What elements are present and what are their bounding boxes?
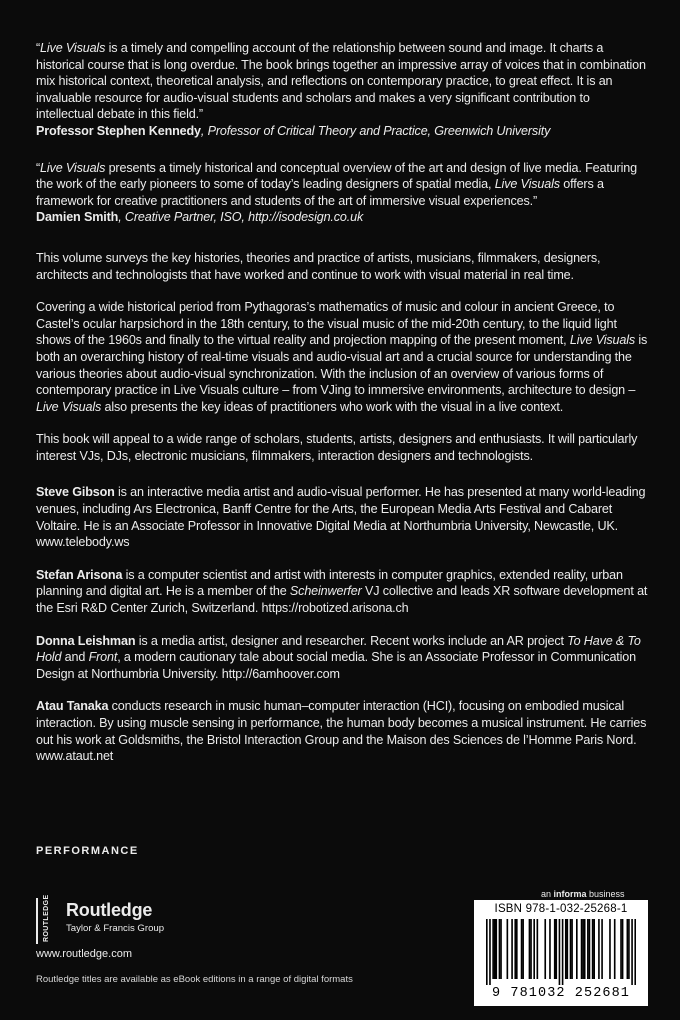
subject-category: PERFORMANCE [36,845,139,857]
barcode-guard-bar [562,919,564,985]
back-cover-text [36,40,648,765]
book-title: Live Visuals [40,160,106,175]
barcode-bar [582,919,584,979]
barcode-bar [587,919,589,979]
isbn-barcode [474,900,648,1006]
barcode-bar [614,919,616,979]
barcode-bar [567,919,569,979]
bio-donna-leishman: Donna Leishman is a media artist, designer and researcher. Recent works include an AR project To Have & To Hold and Front, a modern cautionary tale about social media. She is an Associate Professor in Communication Design at Northumbria University. http://6amhoover.com [36,633,641,681]
barcode-bar [565,919,567,979]
barcode-bar [522,919,524,979]
barcode-bar [495,919,497,979]
description-paragraph-3: This book will appeal to a wide range of scholars, students, artists, designers and enthusiasts. It will particularly interest VJs, DJs, electronic musicians, filmmakers, interaction designers and technologists. [36,432,638,463]
barcode-bar [530,919,532,979]
barcode-bar [628,919,630,979]
barcode-bar [549,919,551,979]
barcode-bar [576,919,578,979]
barcode-bar [598,919,600,979]
barcode-bar [494,919,496,979]
barcode-bar [521,919,523,979]
barcode-bar [499,919,501,979]
publisher-url[interactable]: www.routledge.com [36,948,132,960]
barcode-bar [571,919,573,979]
quote-2: “Live Visuals presents a timely historical and conceptual overview of the art and design of live media. Featuring the work of the early pioneers to some of today’s leading designers of spatial media, Live Visuals offers a framework for creative practitioners and students of the art of immersive visual experiences.” [36,160,637,208]
barcode-bar [601,919,603,979]
barcode-bar [555,919,557,979]
barcode-bar [584,919,586,979]
publisher-name: Routledge [66,900,153,920]
barcode-bar [554,919,556,979]
barcode-bars [486,919,636,985]
barcode-bar [589,919,591,979]
barcode-bar [592,919,594,979]
barcode-bar [622,919,624,979]
barcode-guard-bar [486,919,488,985]
isbn-label: ISBN 978-1-032-25268-1 [494,903,628,915]
bio-stefan-arisona: Stefan Arisona is a computer scientist and artist with interests in computer graphics, extended reality, urban planning and digital art. He is a member of the Scheinwerfer VJ collective and leads XR software development at the Esri R&D Center Zurich, Switzerland. https://robotized.arisona.ch [36,567,648,616]
ebook-note: Routledge titles are available as eBook editions in a range of digital formats [36,974,353,985]
bio-atau-tanaka: Atau Tanaka conducts research in music human–computer interaction (HCI), focusing on embodied musical interaction. By using muscle sensing in performance, the human body becomes a musical instrument. He carries out his work at Goldsmiths, the Bristol Interaction Group and the Maison des Sciences de l’Homme Paris Nord. www.ataut.net [36,699,647,764]
quote-1-attribution: Professor Stephen Kennedy, Professor of Critical Theory and Practice, Greenwich University [36,123,551,138]
barcode-bar [533,919,535,979]
bio-steve-gibson: Steve Gibson is an interactive media artist and audio-visual performer. He has presented at many world-leading venues, including Ars Electronica, Banff Centre for the Arts, the European Media Arts Festival and Cabaret Voltaire. He is an Associate Professor in Innovative Digital Media at Northumbria University, Newcastle, UK. www.telebody.ws [36,485,646,550]
isbn-digits: 9 781032 252681 [491,986,631,1001]
barcode-bar [537,919,539,979]
barcode-bar [581,919,583,979]
informa-business-tag: an informa business [541,889,625,899]
barcode-bar [492,919,494,979]
barcode-bar [500,919,502,979]
barcode-guard-bar [631,919,633,985]
barcode-bar [511,919,513,979]
barcode-bar [570,919,572,979]
barcode-bar [593,919,595,979]
barcode-bar [620,919,622,979]
barcode-bar [609,919,611,979]
description-paragraph-2: Covering a wide historical period from Pythagoras’s mathematics of music and colour in ancient Greece, to Castel’s ocular harpsichord in the 18th century, to the visual music of the mid-20th century, to the liquid light shows of the 1960s and finally to the virtual reality and projection mapping of the present moment, Live Visuals is both an overarching history of real-time visuals and audio-visual art and a crucial source for understanding the various theories about audio-visual synchronization. With the inclusion of an overview of various forms of contemporary practice in Live Visuals culture – from VJing to immersive environments, architecture to design – Live Visuals also presents the key ideas of practitioners who work with the visual in a live context. [36,300,648,414]
description-paragraph-1: This volume surveys the key histories, theories and practice of artists, musicians, filmmakers, designers, architects and technologists that have worked and continue to work with visual material in real time. [36,250,601,282]
barcode-bar [507,919,509,979]
barcode-bar [516,919,518,979]
barcode-guard-bar [489,919,491,985]
barcode-bar [514,919,516,979]
routledge-vertical-mark: ROUTLEDGE [36,898,60,944]
barcode-bar [529,919,531,979]
barcode-guard-bar [559,919,561,985]
barcode-bar [627,919,629,979]
quote-1: “Live Visuals is a timely and compelling account of the relationship between sound and image. It charts a historical course that is long overdue. The book brings together an impressive array of voices that in combination mix historical context, theoretical analysis, and reflections on contemporary practice, to great effect. It is an invaluable resource for audio-visual students and scholars and makes a very significant contribution to intellectual debate in this field.” [36,41,646,122]
quote-2-attribution: Damien Smith, Creative Partner, ISO, http://isodesign.co.uk [36,210,364,225]
book-title: Live Visuals [40,41,106,55]
publisher-group: Taylor & Francis Group [66,923,165,934]
barcode-guard-bar [634,919,636,985]
barcode-bar [544,919,546,979]
